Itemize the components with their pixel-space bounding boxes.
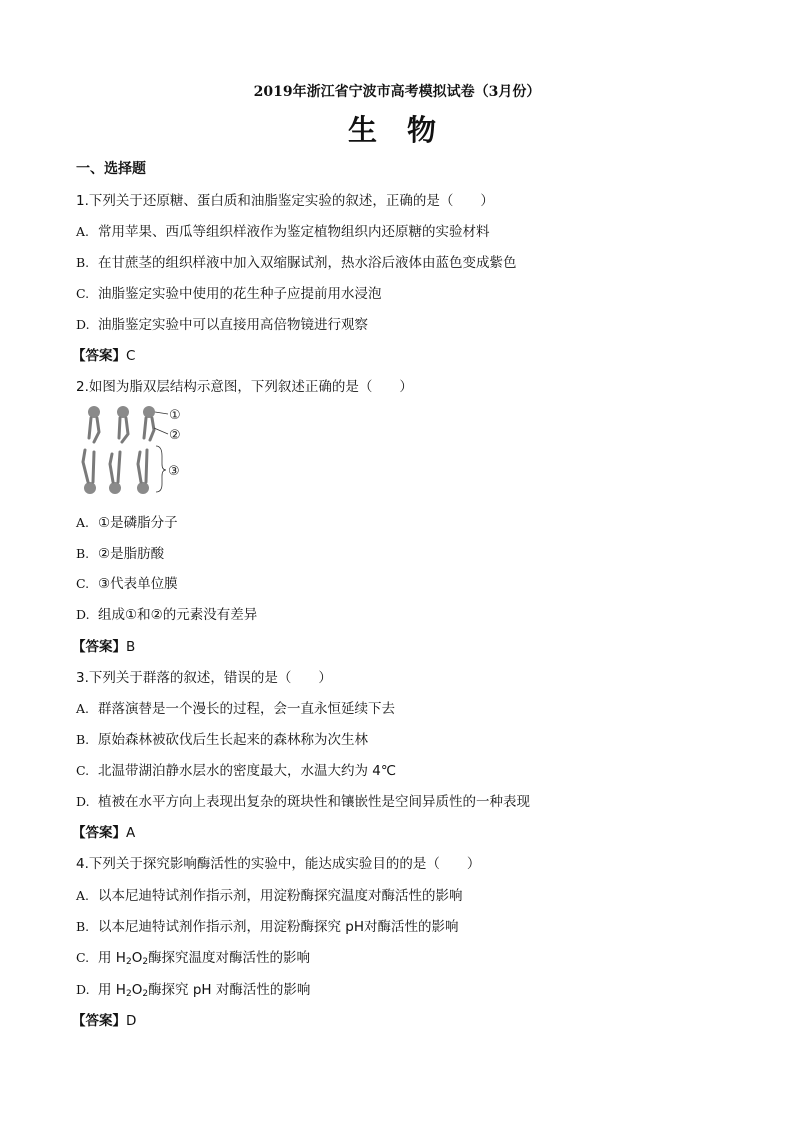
answer-value: B (126, 639, 136, 655)
option-letter: C. (76, 576, 90, 591)
label-2-leader (154, 428, 168, 434)
option-letter: C. (76, 763, 90, 778)
option-letter: D. (76, 794, 90, 809)
question-4-answer (72, 1009, 136, 1029)
option-letter: D. (76, 317, 90, 332)
figure-label-1: ① (169, 408, 181, 423)
question-1-answer (72, 344, 135, 364)
option-letter: A. (76, 701, 90, 716)
option-text: 以本尼迪特试剂作指示剂，用淀粉酶探究温度对酶活性的影响 (98, 888, 463, 904)
question-3-option-b (76, 728, 368, 748)
question-4-option-a (76, 884, 463, 904)
question-3-stem: 3.下列关于群落的叙述，错误的是（ ） (76, 670, 332, 686)
question-3-answer (72, 821, 135, 841)
option-text-prefix: 用 H (98, 950, 126, 966)
question-1-option-b (76, 251, 517, 271)
question-4-option-b (76, 915, 459, 935)
phospholipid-head (137, 482, 149, 494)
answer-label: 【答案】 (72, 639, 126, 655)
question-2-option-d (76, 603, 257, 623)
subject-title: 生 物 (347, 113, 447, 147)
option-text-mid: O (131, 982, 143, 998)
option-letter: C. (76, 950, 90, 965)
document-title: 2019年浙江省宁波市高考模拟试卷（3月份） (253, 84, 541, 100)
option-letter: B. (76, 255, 90, 270)
lipid-bilayer-diagram (76, 400, 194, 498)
fatty-acid-tail (119, 418, 120, 438)
option-text: 以本尼迪特试剂作指示剂，用淀粉酶探究 pH对酶活性的影响 (98, 919, 459, 935)
figure-label-3: ③ (168, 464, 180, 479)
option-text: ②是脂肪酸 (98, 546, 165, 562)
question-3-option-a (76, 697, 395, 717)
phospholipid-head (88, 406, 100, 418)
subscript: 2 (125, 957, 132, 967)
option-letter: B. (76, 919, 90, 934)
answer-label: 【答案】 (72, 825, 126, 841)
fatty-acid-tail (146, 450, 147, 482)
option-text-prefix: 用 H (98, 982, 126, 998)
fatty-acid-tail (122, 418, 128, 442)
option-letter: B. (76, 732, 90, 747)
fatty-acid-tails (83, 418, 154, 482)
figure-label-2: ② (169, 428, 181, 443)
fatty-acid-tail (93, 452, 94, 482)
fatty-acid-tail (89, 418, 91, 438)
question-2-option-a (76, 511, 178, 531)
option-text: 原始森林被砍伐后生长起来的森林称为次生林 (98, 732, 368, 748)
option-letter: A. (76, 888, 90, 903)
question-2-option-c (76, 572, 178, 592)
answer-value: C (126, 348, 136, 364)
answer-value: A (126, 825, 136, 841)
fatty-acid-tail (138, 452, 141, 482)
question-2-answer (72, 635, 135, 655)
option-text-suffix: 酶探究温度对酶活性的影响 (148, 950, 311, 966)
option-letter: D. (76, 607, 90, 622)
fatty-acid-tail (94, 418, 99, 442)
question-1-option-d (76, 313, 368, 333)
option-text: ①是磷脂分子 (98, 515, 178, 531)
question-1-option-c (76, 282, 382, 302)
fatty-acid-tail (110, 454, 113, 482)
question-4-stem: 4.下列关于探究影响酶活性的实验中，能达成实验目的的是（ ） (76, 856, 481, 872)
option-text: 油脂鉴定实验中使用的花生种子应提前用水浸泡 (98, 286, 382, 302)
question-1-stem: 1.下列关于还原糖、蛋白质和油脂鉴定实验的叙述，正确的是（ ） (76, 193, 494, 209)
option-letter: C. (76, 286, 90, 301)
question-4-option-c (76, 946, 310, 967)
question-2-option-b (76, 542, 164, 562)
answer-label: 【答案】 (72, 348, 126, 364)
label-leaders (154, 412, 168, 492)
subscript: 2 (142, 957, 149, 967)
fatty-acid-tail (150, 418, 154, 440)
option-text: 群落演替是一个漫长的过程，会一直永恒延续下去 (98, 701, 395, 717)
fatty-acid-tail (83, 450, 88, 482)
fatty-acid-tail (144, 418, 146, 438)
option-text: 在甘蔗茎的组织样液中加入双缩脲试剂，热水浴后液体由蓝色变成紫色 (98, 255, 517, 271)
option-text: 油脂鉴定实验中可以直接用高倍物镜进行观察 (98, 317, 368, 333)
option-text: 北温带湖泊静水层水的密度最大，水温大约为 4℃ (98, 763, 397, 779)
label-1-leader (155, 412, 168, 414)
option-letter: A. (76, 224, 90, 239)
option-text: ③代表单位膜 (98, 576, 178, 592)
question-4-option-d (76, 978, 310, 999)
phospholipid-head (109, 482, 121, 494)
phospholipid-head (143, 406, 155, 418)
question-1-option-a (76, 220, 490, 240)
option-text: 植被在水平方向上表现出复杂的斑块性和镶嵌性是空间异质性的一种表现 (98, 794, 530, 810)
option-letter: A. (76, 515, 90, 530)
option-text-suffix: 酶探究 pH 对酶活性的影响 (148, 982, 311, 998)
answer-value: D (126, 1013, 137, 1029)
option-text-mid: O (131, 950, 143, 966)
question-3-option-d (76, 790, 530, 810)
phospholipid-head (84, 482, 96, 494)
section-heading: 一、选择题 (76, 161, 146, 177)
label-3-brace (156, 446, 166, 492)
question-2-stem: 2.如图为脂双层结构示意图，下列叙述正确的是（ ） (76, 379, 413, 395)
option-text: 常用苹果、西瓜等组织样液作为鉴定植物组织内还原糖的实验材料 (98, 224, 490, 240)
fatty-acid-tail (118, 452, 120, 482)
option-letter: D. (76, 982, 90, 997)
subscript: 2 (125, 989, 132, 999)
answer-label: 【答案】 (72, 1013, 126, 1029)
option-text: 组成①和②的元素没有差异 (98, 607, 258, 623)
option-letter: B. (76, 546, 90, 561)
subscript: 2 (142, 989, 149, 999)
question-3-option-c (76, 759, 396, 779)
phospholipid-head (117, 406, 129, 418)
